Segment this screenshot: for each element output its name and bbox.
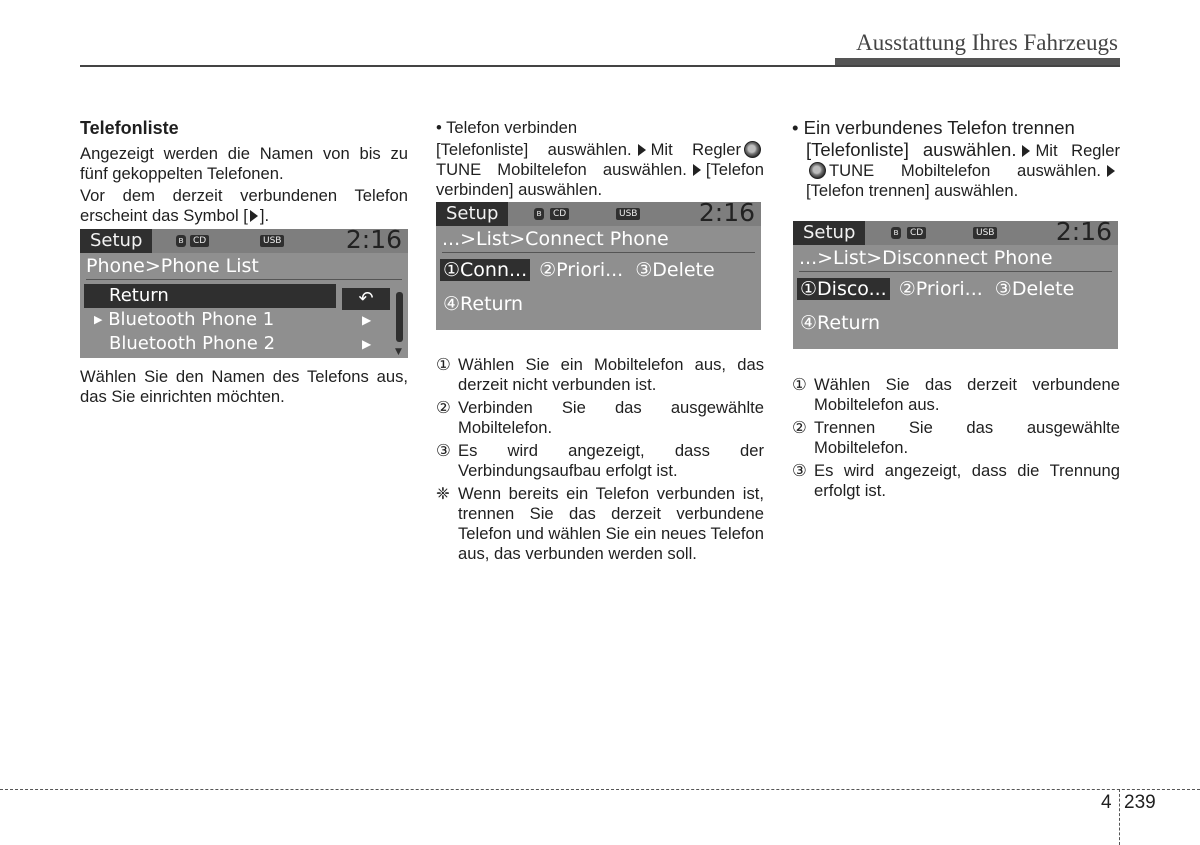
- paragraph-text: [Telefon verbinden] auswählen.: [436, 160, 764, 200]
- screen-path: ...>List>Connect Phone: [442, 228, 669, 250]
- phone-row[interactable]: ▶ Bluetooth Phone 1 ▶: [94, 309, 372, 330]
- options-row: [436, 253, 761, 287]
- row-label: Bluetooth Phone 2: [109, 333, 276, 354]
- list-item: [792, 418, 1120, 458]
- column-2: [436, 118, 764, 202]
- paragraph: [792, 140, 1120, 201]
- paragraph-text: [Telefonliste] auswählen.: [806, 139, 1017, 160]
- return-row[interactable]: [84, 284, 336, 308]
- tune-knob-icon: [809, 162, 826, 179]
- column-1: [80, 118, 408, 230]
- list-item: [436, 441, 764, 481]
- scroll-down-icon: ▼: [395, 347, 402, 357]
- paragraph: Angezeigt werden die Namen von bis zu fünf gekoppelten Telefonen.: [80, 144, 408, 183]
- item-marker: ①: [436, 355, 451, 374]
- paragraph: [80, 186, 408, 226]
- clock: 2:16: [698, 202, 755, 227]
- return-option[interactable]: ④Return: [800, 312, 881, 334]
- bullet-heading: • Telefon verbinden: [436, 118, 578, 137]
- priority-option[interactable]: ②Priori...: [539, 259, 624, 281]
- column-1-lower: [80, 367, 408, 409]
- item-text: Trennen Sie das ausgewählte Mobiltelefon.: [814, 418, 1120, 457]
- chevron-right-icon: ▶: [362, 313, 372, 327]
- item-text: Es wird angezeigt, dass die Trennung erfolgt ist.: [814, 461, 1120, 500]
- paragraph-text: TUNE Mobiltelefon auswählen.: [829, 161, 1101, 180]
- item-text: Es wird angezeigt, dass der Verbindungsaufbau erfolgt ist.: [458, 441, 764, 480]
- item-text: Wählen Sie ein Mobiltelefon aus, das derzeit nicht verbunden ist.: [458, 355, 764, 394]
- paragraph: [436, 140, 764, 200]
- running-header: Ausstattung Ihres Fahrzeugs: [856, 30, 1118, 55]
- return-option[interactable]: ④Return: [443, 293, 524, 315]
- column-2-list: [436, 355, 764, 567]
- options-row: [436, 287, 761, 321]
- usb-icon: USB: [260, 235, 284, 247]
- row-label: Return: [109, 285, 169, 306]
- paragraph-text: [Telefonliste] auswählen.: [436, 140, 632, 159]
- screen-disconnect-phone: [793, 221, 1118, 349]
- bluetooth-icon: ʙ: [891, 227, 901, 239]
- row-label: Bluetooth Phone 1: [108, 309, 275, 330]
- step-arrow-icon: [638, 144, 646, 156]
- chapter-number: 4: [1101, 792, 1112, 813]
- item-text: Verbinden Sie das ausgewählte Mobiltelefon.: [458, 398, 764, 437]
- item-marker: ③: [436, 441, 451, 460]
- list-item: [792, 461, 1120, 501]
- disconnect-option[interactable]: ①Disco...: [797, 278, 890, 300]
- section-heading: Telefonliste: [80, 118, 179, 138]
- paragraph-text: Vor dem derzeit verbundenen Telefon erscheint das Symbol [: [80, 186, 408, 225]
- setup-tag: Setup: [793, 221, 865, 245]
- divider: [86, 279, 402, 280]
- clock: 2:16: [345, 229, 402, 254]
- paragraph-text: [Telefon trennen] auswählen.: [806, 181, 1019, 201]
- screen-path: ...>List>Disconnect Phone: [799, 247, 1053, 269]
- cd-icon: CD: [550, 208, 569, 220]
- chevron-right-icon: ▶: [362, 337, 372, 351]
- note-marker: ❈: [436, 484, 450, 503]
- usb-icon: USB: [616, 208, 640, 220]
- header-rule: [80, 65, 1120, 67]
- delete-option[interactable]: ③Delete: [635, 259, 715, 281]
- paragraph-text: Mit Regler: [650, 140, 741, 159]
- list-item: [436, 355, 764, 395]
- bluetooth-icon: ʙ: [534, 208, 544, 220]
- options-row: [793, 272, 1118, 306]
- setup-tag: Setup: [436, 202, 508, 226]
- tune-knob-icon: [744, 141, 761, 158]
- priority-option[interactable]: ②Priori...: [898, 278, 983, 300]
- screen-phone-list: [80, 229, 408, 358]
- column-3-list: [792, 375, 1120, 504]
- paragraph-text: TUNE Mobiltelefon auswählen.: [436, 160, 687, 180]
- paragraph-text: Mit Regler: [1035, 141, 1120, 160]
- delete-option[interactable]: ③Delete: [994, 278, 1075, 300]
- list-item: [792, 375, 1120, 415]
- item-text: Wählen Sie das derzeit verbundene Mobiltelefon aus.: [814, 375, 1120, 414]
- setup-tag: Setup: [80, 229, 152, 253]
- clock: 2:16: [1055, 221, 1112, 246]
- item-text: Wenn bereits ein Telefon verbunden ist, trennen Sie das derzeit verbundene Telefon und wählen Sie ein neues Telefon aus, das verbunden werden soll.: [458, 484, 764, 563]
- cd-icon: CD: [190, 235, 209, 247]
- paragraph: Wählen Sie den Namen des Telefons aus, das Sie einrichten möchten.: [80, 367, 408, 406]
- connect-option[interactable]: ①Conn...: [440, 259, 530, 281]
- item-marker: ①: [792, 375, 807, 394]
- footer-vertical-divider: [1119, 789, 1120, 845]
- item-marker: ②: [792, 418, 807, 437]
- screen-connect-phone: [436, 202, 761, 330]
- step-arrow-icon: [1107, 165, 1115, 177]
- phone-row[interactable]: [80, 332, 408, 356]
- note-item: [436, 484, 764, 564]
- bullet-heading: • Ein verbundenes Telefon trennen: [792, 117, 1075, 138]
- step-arrow-icon: [693, 164, 701, 176]
- list-item: [436, 398, 764, 438]
- column-3: [792, 118, 1120, 203]
- options-row: [793, 306, 1118, 340]
- item-marker: ②: [436, 398, 451, 417]
- usb-icon: USB: [973, 227, 997, 239]
- bluetooth-icon: ʙ: [176, 235, 186, 247]
- back-arrow-icon[interactable]: ↶: [342, 288, 390, 310]
- play-triangle-icon: [250, 210, 258, 222]
- step-arrow-icon: [1022, 145, 1030, 157]
- paragraph-text: ].: [259, 206, 270, 225]
- item-marker: ③: [792, 461, 807, 480]
- screen-path: Phone>Phone List: [86, 255, 259, 277]
- scrollbar[interactable]: [396, 292, 403, 342]
- cd-icon: CD: [907, 227, 926, 239]
- page-number: 239: [1124, 792, 1156, 813]
- footer-divider: [0, 789, 1200, 790]
